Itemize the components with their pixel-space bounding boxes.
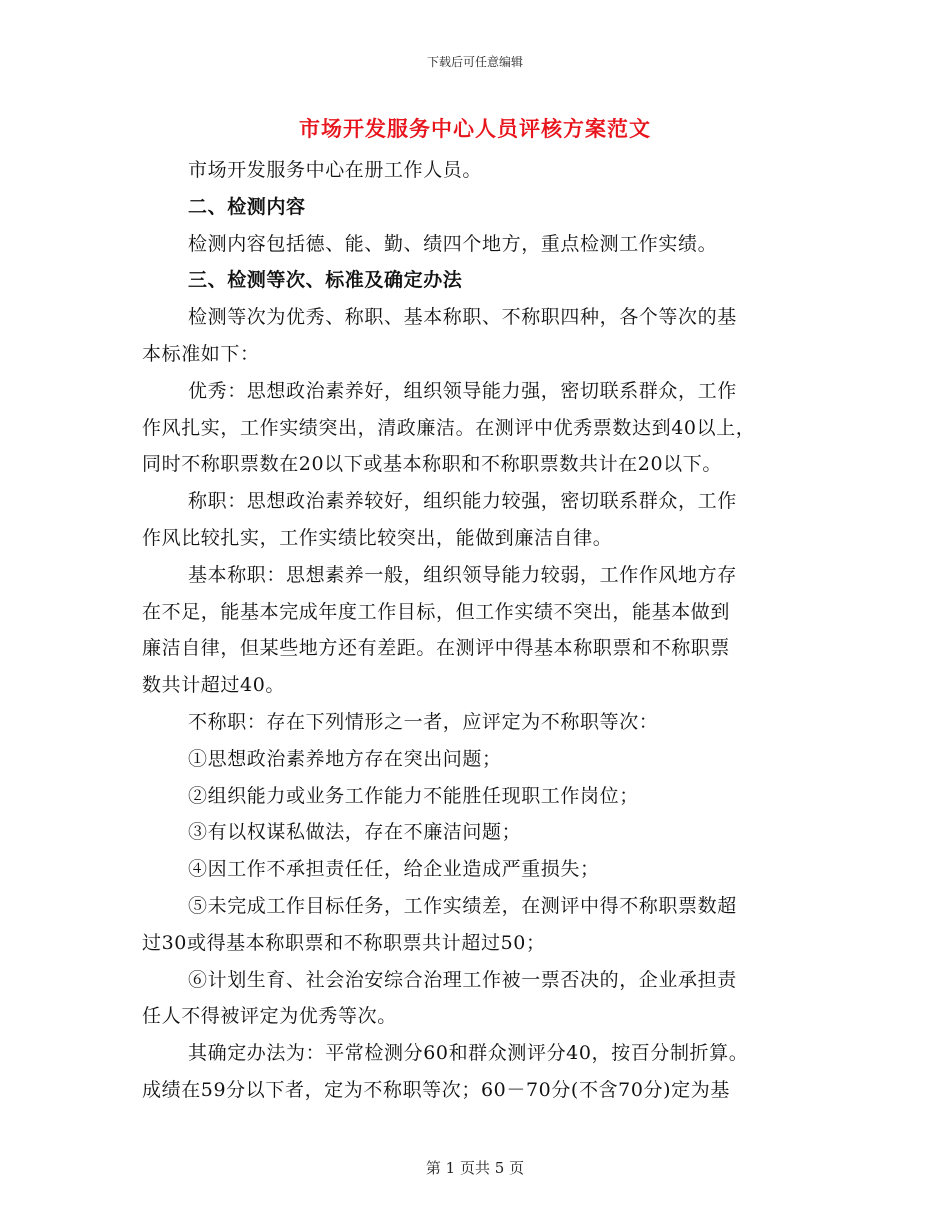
list-item: ③有以权谋私做法，存在不廉洁问题； [188,821,522,844]
paragraph-line: 不称职：存在下列情形之一者，应评定为不称职等次： [188,710,659,733]
document-title: 市场开发服务中心人员评核方案范文 [299,116,651,141]
paragraph-line: 市场开发服务中心在册工作人员。 [188,159,483,181]
list-item: ⑥计划生育、社会治安综合治理工作被一票否决的，企业承担责 [188,968,737,991]
section-heading: 三、检测等次、标准及确定办法 [188,269,463,292]
paragraph-line: 作风比较扎实，工作实绩比较突出，能做到廉洁自律。 [142,526,613,549]
list-item: ④因工作不承担责任任，给企业造成严重损失； [188,858,600,881]
paragraph-line: 基本称职：思想素养一般，组织领导能力较弱，工作作风地方存 [188,563,737,586]
paragraph-line: 本标准如下： [142,342,260,365]
page-header: 下载后可任意编辑 [426,55,523,69]
list-item: ①思想政治素养地方存在突出问题； [188,747,502,770]
paragraph-line: 优秀：思想政治素养好，组织领导能力强，密切联系群众，工作 [188,379,737,402]
paragraph-line: 任人不得被评定为优秀等次。 [142,1005,397,1028]
section-heading: 二、检测内容 [188,195,306,218]
paragraph-line: 在不足，能基本完成年度工作目标，但工作实绩不突出，能基本做到 [142,600,731,623]
paragraph-line: 同时不称职票数在20以下或基本称职和不称职票数共计在20以下。 [142,453,722,476]
paragraph-line: 过30或得基本称职票和不称职票共计超过50； [142,931,546,954]
paragraph-line: 数共计超过40。 [142,674,285,697]
paragraph-line: 作风扎实，工作实绩突出，清政廉洁。在测评中优秀票数达到40以上， [142,416,756,439]
document-body [142,152,810,1109]
paragraph-line: 称职：思想政治素养较好，组织能力较强，密切联系群众，工作 [188,490,737,513]
list-item: ⑤未完成工作目标任务，工作实绩差，在测评中得不称职票数超 [188,894,737,917]
paragraph-line: 成绩在59分以下者，定为不称职等次；60－70分(不含70分)定为基 [142,1078,730,1101]
paragraph-line: 廉洁自律，但某些地方还有差距。在测评中得基本称职票和不称职票 [142,637,731,660]
list-item: ②组织能力或业务工作能力不能胜任现职工作岗位； [188,784,639,807]
paragraph-line: 检测内容包括德、能、勤、绩四个地方，重点检测工作实绩。 [188,232,718,255]
paragraph-line: 检测等次为优秀、称职、基本称职、不称职四种，各个等次的基 [188,306,737,329]
page-footer: 第 1 页共 5 页 [425,1159,525,1177]
paragraph-line: 其确定办法为：平常检测分60和群众测评分40，按百分制折算。 [188,1042,749,1065]
